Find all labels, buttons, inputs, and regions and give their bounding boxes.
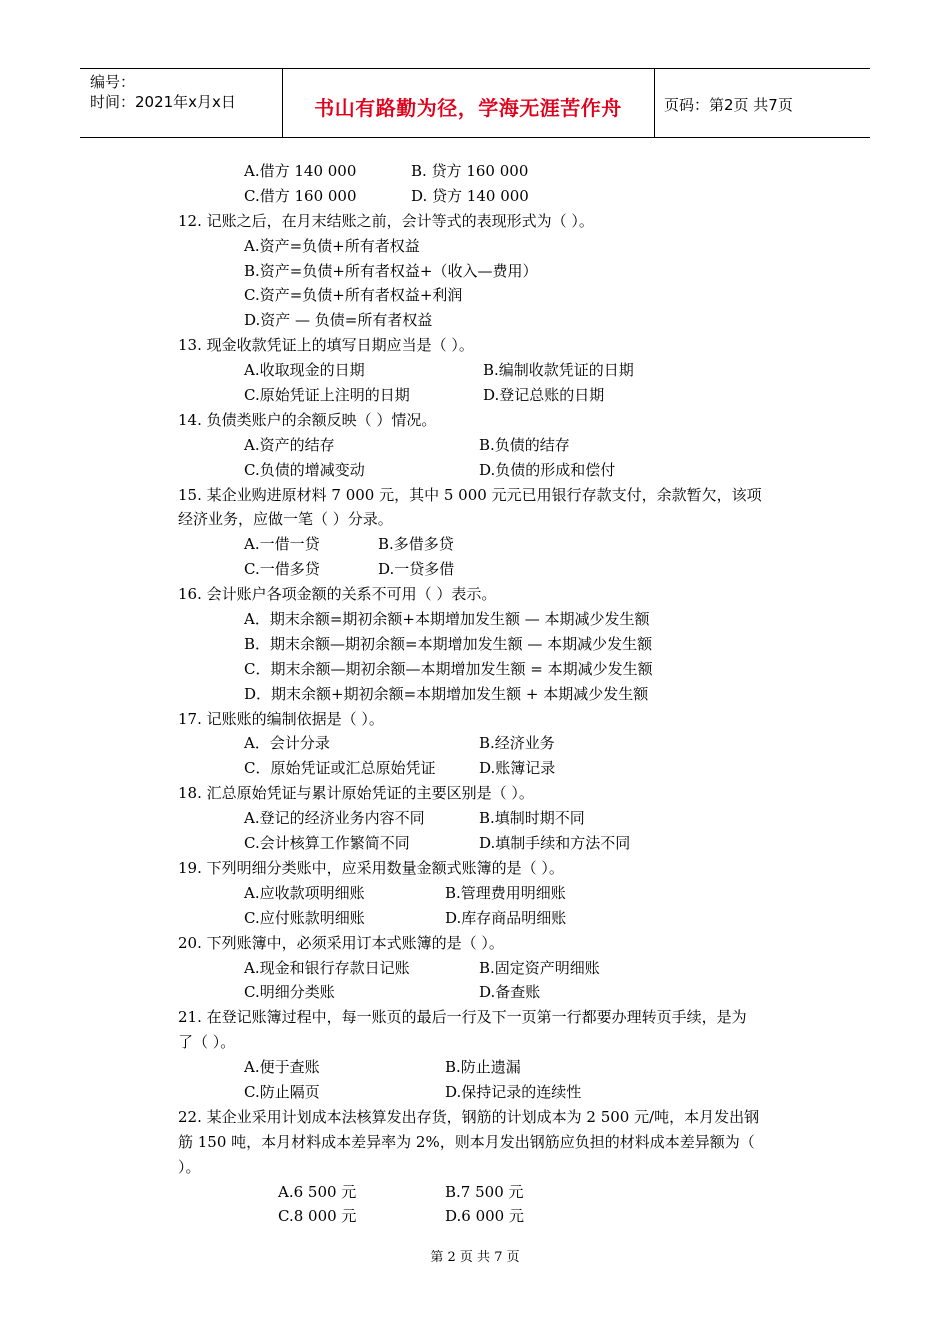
- answer-option: A.资产=负债+所有者权益: [244, 236, 420, 255]
- question-line: 了（ ）。: [178, 1033, 236, 1052]
- answer-option: B.经济业务: [479, 734, 555, 753]
- option-row: [178, 607, 810, 632]
- option-row: [178, 1204, 810, 1229]
- question-line: 19. 下列明细分类账中，应采用数量金额式账簿的是（ ）。: [178, 858, 564, 877]
- answer-option: C.借方 160 000: [244, 186, 357, 205]
- question-line: 18. 汇总原始凭证与累计原始凭证的主要区别是（ ）。: [178, 784, 534, 803]
- answer-option: C.8 000 元: [278, 1207, 357, 1226]
- question-line: 15. 某企业购进原材料 7 000 元，其中 5 000 元元已用银行存款支付，余款暂欠，该项: [178, 485, 762, 504]
- answer-option: D.一贷多借: [378, 560, 455, 579]
- question-line: 经济业务，应做一笔（ ）分录。: [178, 510, 393, 529]
- answer-option: C.原始凭证上注明的日期: [244, 386, 410, 405]
- option-row: [178, 906, 810, 931]
- answer-option: A.6 500 元: [278, 1182, 357, 1201]
- page-code: 页码：第2页 共7页: [664, 96, 793, 114]
- option-row: [178, 1080, 810, 1105]
- answer-option: C.资产=负债+所有者权益+利润: [244, 286, 463, 305]
- option-row: [178, 458, 810, 483]
- option-row: [178, 956, 810, 981]
- option-row: [178, 532, 810, 557]
- answer-option: B.填制时期不同: [479, 809, 585, 828]
- answer-option: C.一借多贷: [244, 560, 320, 579]
- option-row: [178, 283, 810, 308]
- question-line: 20. 下列账簿中，必须采用订本式账簿的是（ ）。: [178, 933, 504, 952]
- option-row: [178, 234, 810, 259]
- answer-option: D.填制手续和方法不同: [479, 834, 631, 853]
- answer-option: C．期末余额—期初余额—本期增加发生额 = 本期减少发生额: [244, 659, 653, 678]
- question-line: 22. 某企业采用计划成本法核算发出存货，钢筋的计划成本为 2 500 元/吨，本月发出钢: [178, 1107, 760, 1126]
- option-row: [178, 557, 810, 582]
- option-row: [178, 1055, 810, 1080]
- option-row: [178, 806, 810, 831]
- answer-option: B．期末余额—期初余额=本期增加发生额 — 本期减少发生额: [244, 634, 653, 653]
- answer-option: D.6 000 元: [445, 1207, 524, 1226]
- answer-option: B.资产=负债+所有者权益+（收入—费用）: [244, 261, 538, 280]
- option-row: [178, 682, 810, 707]
- option-row: [178, 383, 810, 408]
- answer-option: D.登记总账的日期: [483, 386, 605, 405]
- answer-option: D.账簿记录: [479, 759, 556, 778]
- answer-option: A.资产的结存: [244, 435, 335, 454]
- option-row: [178, 980, 810, 1005]
- page-footer: 第 2 页 共 7 页: [430, 1250, 520, 1265]
- answer-option: A.借方 140 000: [244, 162, 357, 180]
- answer-option: C.应付账款明细账: [244, 908, 365, 927]
- answer-option: C.负债的增减变动: [244, 460, 365, 479]
- option-row: [178, 184, 810, 209]
- answer-option: B.负债的结存: [479, 435, 570, 454]
- answer-option: D. 贷方 140 000: [411, 186, 529, 205]
- option-row: [178, 831, 810, 856]
- option-row: [178, 1180, 810, 1205]
- header-motto-cell: [282, 69, 655, 137]
- answer-option: B.防止遗漏: [445, 1058, 521, 1077]
- option-row: [178, 657, 810, 682]
- answer-option: C.明细分类账: [244, 983, 335, 1002]
- answer-option: C.会计核算工作繁简不同: [244, 834, 410, 853]
- answer-option: D.备查账: [479, 983, 541, 1002]
- question-line: 16. 会计账户各项金额的关系不可用（ ）表示。: [178, 585, 497, 604]
- answer-option: A．会计分录: [244, 734, 330, 753]
- answer-option: B.多借多贷: [378, 535, 454, 554]
- answer-option: A.登记的经济业务内容不同: [244, 809, 425, 828]
- option-row: [178, 756, 810, 781]
- question-line: 13. 现金收款凭证上的填写日期应当是（ ）。: [178, 336, 474, 355]
- question-line: 17. 记账账的编制依据是（ ）。: [178, 709, 384, 728]
- answer-option: D．期末余额+期初余额=本期增加发生额 + 本期减少发生额: [244, 684, 649, 703]
- option-row: [178, 159, 810, 184]
- answer-option: D.保持记录的连续性: [445, 1082, 582, 1101]
- question-line: 筋 150 吨，本月材料成本差异率为 2%，则本月发出钢筋应负担的材料成本差异额为（: [178, 1132, 755, 1151]
- answer-option: A.现金和银行存款日记账: [244, 958, 410, 977]
- answer-option: B.7 500 元: [445, 1182, 524, 1201]
- answer-option: A．期末余额=期初余额+本期增加发生额 — 本期减少发生额: [244, 610, 650, 629]
- answer-option: C.防止隔页: [244, 1082, 320, 1101]
- question-line: 12. 记账之后，在月末结账之前，会计等式的表现形式为（ ）。: [178, 211, 594, 230]
- question-list: [178, 159, 810, 1229]
- answer-option: C．原始凭证或汇总原始凭证: [244, 759, 436, 778]
- answer-option: D.资产 — 负债=所有者权益: [244, 311, 433, 330]
- time-label: 时间：2021年x月x日: [90, 93, 236, 111]
- answer-option: B.管理费用明细账: [445, 883, 566, 902]
- answer-option: A.便于查账: [244, 1058, 320, 1077]
- answer-option: B. 贷方 160 000: [411, 162, 529, 180]
- option-row: [178, 632, 810, 657]
- motto: 书山有路勤为径，学海无涯苦作舟: [314, 96, 622, 120]
- header-page-cell: [654, 69, 870, 137]
- answer-option: B.固定资产明细账: [479, 958, 600, 977]
- header-meta-cell: [80, 69, 283, 137]
- question-line: 14. 负债类账户的余额反映（ ）情况。: [178, 410, 437, 429]
- answer-option: D.库存商品明细账: [445, 908, 567, 927]
- option-row: [178, 358, 810, 383]
- answer-option: B.编制收款凭证的日期: [483, 361, 634, 380]
- page-header: [80, 68, 870, 138]
- answer-option: A.收取现金的日期: [244, 361, 365, 380]
- question-line: ）。: [178, 1157, 201, 1176]
- option-row: [178, 259, 810, 284]
- answer-option: A.一借一贷: [244, 535, 320, 554]
- number-label: 编号：: [90, 73, 136, 91]
- answer-option: A.应收款项明细账: [244, 883, 365, 902]
- option-row: [178, 881, 810, 906]
- option-row: [178, 433, 810, 458]
- question-line: 21. 在登记账簿过程中，每一账页的最后一行及下一页第一行都要办理转页手续，是为: [178, 1008, 747, 1027]
- answer-option: D.负债的形成和偿付: [479, 460, 616, 479]
- option-row: [178, 308, 810, 333]
- option-row: [178, 731, 810, 756]
